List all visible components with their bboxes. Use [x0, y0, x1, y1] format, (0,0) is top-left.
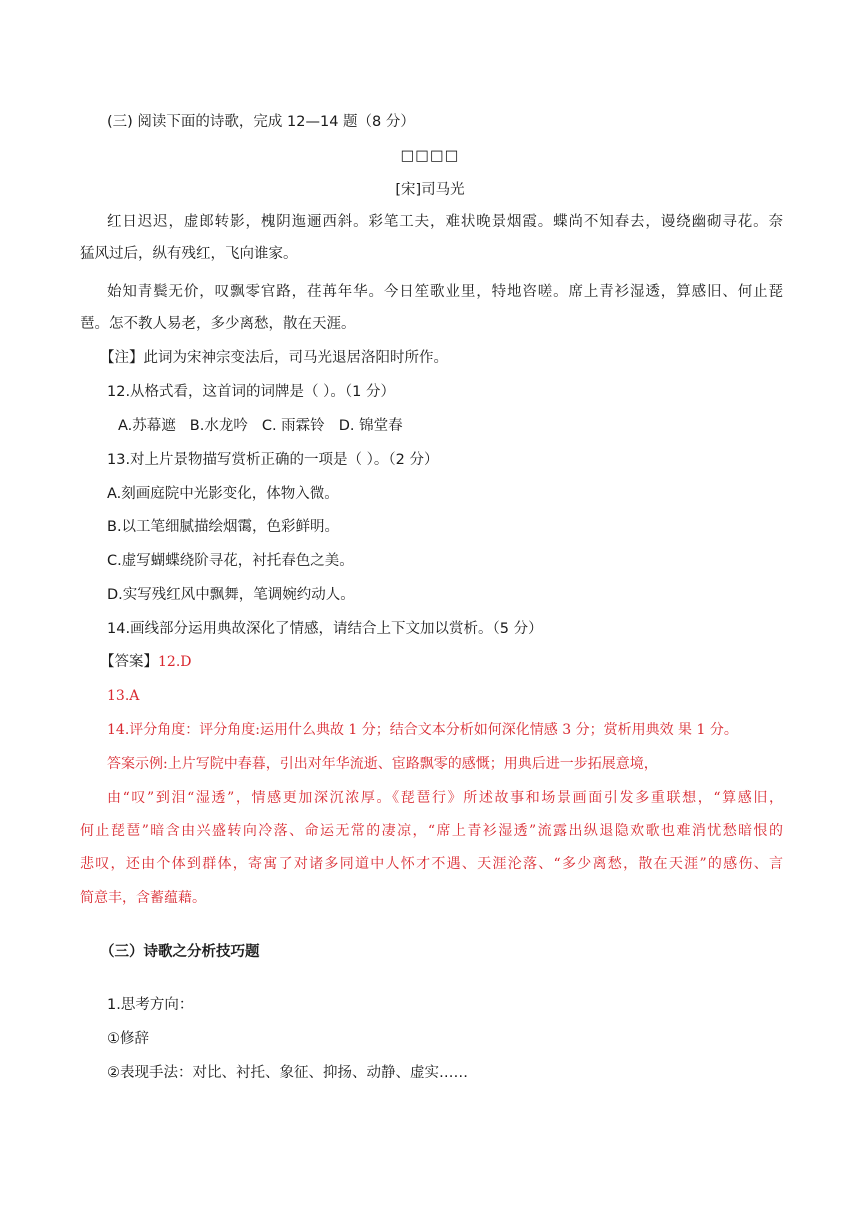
question-12: 12.从格式看，这首词的词牌是（ ）。（1 分） [107, 384, 396, 400]
q13-option-c: C.虚写蝴蝶绕阶寻花，衬托春色之美。 [107, 553, 354, 569]
skills-item-1: 1.思考方向： [107, 997, 194, 1013]
answer-14-line4: 何止琵琶”暗含由兴盛转向冷落、命运无常的凄凉，“席上青衫湿透”流露出纵退隐欢歌也难消忧愁暗恨的 [80, 823, 783, 839]
poem-title: □□□□ [400, 148, 460, 164]
poem-stanza2-line1: 始知青鬓无价，叹飘零官路，荏苒年华。今日笙歌业里，特地咨嗟。席上青衫湿透，算感旧、何止琵 [107, 284, 783, 300]
answer-14-line6: 简意丰，含蓄蕴藉。 [80, 890, 206, 906]
answer-14-line5: 悲叹，还由个体到群体，寄寓了对诸多同道中人怀才不遇、天涯沦落、“多少离愁，散在天涯”的感伤、言 [80, 856, 783, 872]
skills-heading: （三）诗歌之分析技巧题 [100, 944, 260, 960]
answer-14-line2: 答案示例:上片写院中春暮，引出对年华流逝、宦路飘零的感慨；用典后进一步拓展意境， [107, 756, 658, 772]
question-14: 14.画线部分运用典故深化了情感，请结合上下文加以赏析。（5 分） [107, 621, 543, 637]
question-12-options [118, 416, 417, 436]
answer-label: 【答案】 [100, 654, 158, 670]
answer-14-line1: 14.评分角度：评分角度:运用什么典故 1 分；结合文本分析如何深化情感 3 分；赏析用典效 果 1 分。 [107, 722, 738, 738]
question-13: 13.对上片景物描写赏析正确的一项是（ ）。（2 分） [107, 452, 439, 468]
q13-option-b: B.以工笔细腻描绘烟霭，色彩鲜明。 [107, 519, 340, 535]
q12-option-b: B.水龙吟 [189, 418, 248, 434]
section-header: (三) 阅读下面的诗歌，完成 12—14 题（8 分） [107, 114, 415, 130]
poem-stanza1-line1: 红日迟迟，虚郎转影，槐阴迤逦西斜。彩笔工夫，难状晚景烟霞。蝶尚不知春去，谩绕幽砌寻花。奈 [107, 214, 783, 230]
q12-option-c: C. 雨霖铃 [261, 418, 325, 434]
poem-stanza1-line2: 猛风过后，纵有残红，飞向谁家。 [80, 246, 298, 262]
poem-note: 【注】此词为宋神宗变法后，司马光退居洛阳时所作。 [100, 350, 448, 366]
answer-14-line3: 由“叹”到泪“湿透”，情感更加深沉浓厚。《琵琶行》所述故事和场景画面引发多重联想，“算感旧， [107, 790, 783, 806]
q13-option-d: D.实写残红风中飘舞，笔调婉约动人。 [107, 587, 355, 603]
answer-13: 13.A [107, 688, 140, 704]
poem-author: [宋]司马光 [395, 182, 465, 198]
answer-12: 12.D [158, 654, 192, 670]
skills-item-1a: ①修辞 [107, 1031, 149, 1047]
answer-row-12 [100, 652, 192, 672]
q13-option-a: A.刻画庭院中光影变化，体物入微。 [107, 486, 339, 502]
skills-item-1b: ②表现手法：对比、衬托、象征、抑扬、动静、虚实…… [107, 1065, 468, 1081]
q12-option-a: A.苏幕遮 [118, 418, 176, 434]
poem-stanza2-line2: 琶。怎不教人易老，多少离愁，散在天涯。 [80, 316, 356, 332]
q12-option-d: D. 锦堂春 [338, 418, 403, 434]
